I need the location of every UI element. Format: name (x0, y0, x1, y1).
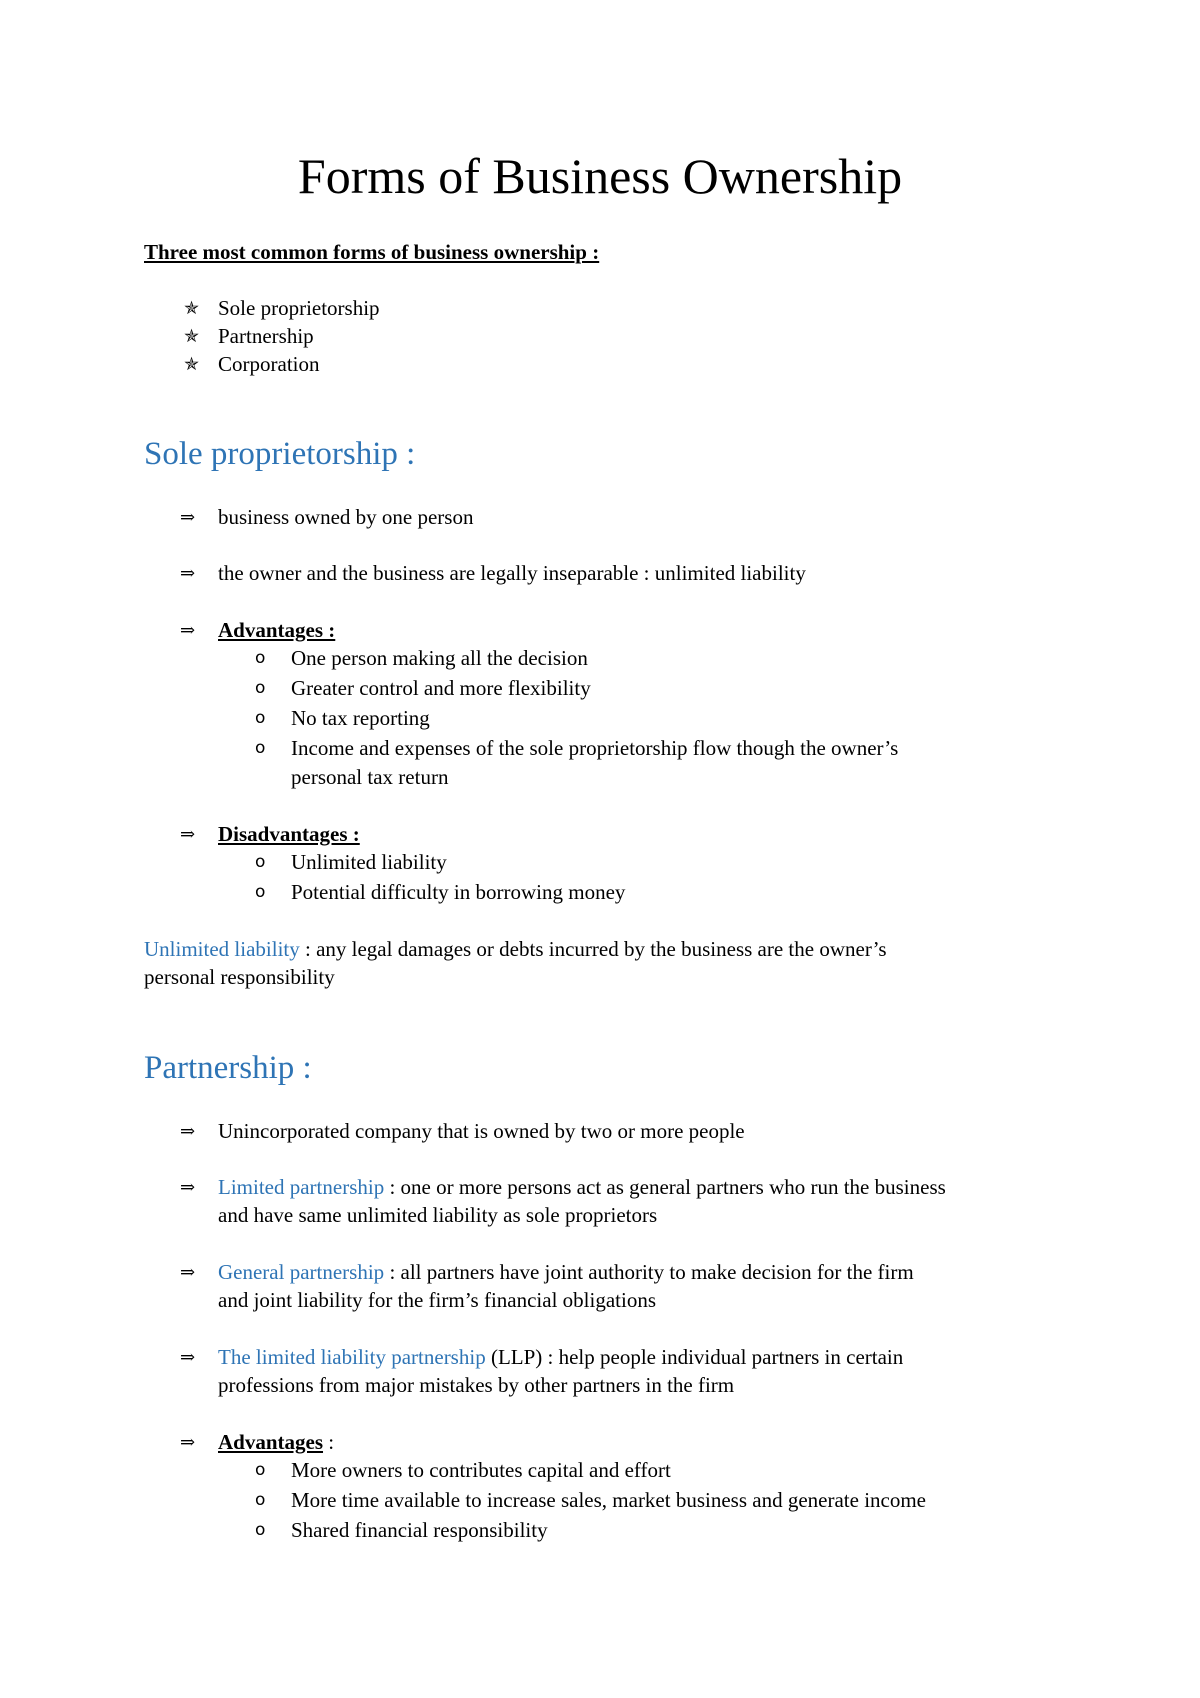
circle-bullet-icon: o (255, 1490, 266, 1510)
list-item: Unlimited liability (291, 850, 447, 874)
circle-bullet-icon: o (255, 1520, 266, 1540)
general-partnership-term: General partnership (218, 1260, 385, 1284)
definition-term: Unlimited liability (144, 937, 300, 961)
circle-bullet-icon: o (255, 882, 266, 902)
sole-point-owner: business owned by one person (218, 505, 474, 529)
llp-term: The limited liability partnership (218, 1345, 486, 1369)
arrow-icon: ⇒ (180, 1121, 196, 1141)
arrow-icon: ⇒ (180, 824, 196, 844)
circle-bullet-icon: o (255, 648, 266, 668)
intro-heading: Three most common forms of business ownership : (144, 240, 600, 264)
partnership-heading: Partnership : (144, 1050, 312, 1086)
llp-line (218, 1343, 903, 1371)
llp-text: (LLP) : help people individual partners in certain (485, 1345, 904, 1369)
circle-bullet-icon: o (255, 708, 266, 728)
list-item: Partnership (218, 324, 314, 348)
list-item: One person making all the decision (291, 646, 588, 670)
unlimited-liability-definition (144, 935, 887, 963)
star-icon: ✯ (184, 326, 200, 346)
llp-continuation: professions from major mistakes by other partners in the firm (218, 1373, 735, 1397)
circle-bullet-icon: o (255, 852, 266, 872)
circle-bullet-icon: o (255, 1460, 266, 1480)
circle-bullet-icon: o (255, 738, 266, 758)
general-partnership-continuation: and joint liability for the firm’s financial obligations (218, 1288, 656, 1312)
label-colon: : (323, 1430, 335, 1454)
definition-text: : any legal damages or debts incurred by the business are the owner’s (299, 937, 887, 961)
list-item-continuation: personal tax return (291, 765, 449, 789)
partnership-point-definition: Unincorporated company that is owned by two or more people (218, 1119, 745, 1143)
general-partnership-text: : all partners have joint authority to make decision for the firm (384, 1260, 914, 1284)
arrow-icon: ⇒ (180, 1262, 196, 1282)
definition-continuation: personal responsibility (144, 965, 335, 989)
arrow-icon: ⇒ (180, 507, 196, 527)
list-item: Corporation (218, 352, 320, 376)
partnership-advantages-label: Advantages (218, 1430, 324, 1454)
list-item: No tax reporting (291, 706, 430, 730)
star-icon: ✯ (184, 298, 200, 318)
star-icon: ✯ (184, 354, 200, 374)
sole-heading: Sole proprietorship : (144, 436, 416, 472)
list-item: Income and expenses of the sole proprietorship flow though the owner’s (291, 736, 899, 760)
list-item: Potential difficulty in borrowing money (291, 880, 626, 904)
list-item: Shared financial responsibility (291, 1518, 548, 1542)
arrow-icon: ⇒ (180, 1347, 196, 1367)
list-item: Sole proprietorship (218, 296, 380, 320)
list-item: Greater control and more flexibility (291, 676, 591, 700)
limited-partnership-line (218, 1173, 946, 1201)
page-title: Forms of Business Ownership (297, 148, 903, 204)
partnership-advantages-label-line (218, 1428, 334, 1456)
circle-bullet-icon: o (255, 678, 266, 698)
arrow-icon: ⇒ (180, 620, 196, 640)
list-item: More owners to contributes capital and effort (291, 1458, 671, 1482)
sole-point-liability: the owner and the business are legally inseparable : unlimited liability (218, 561, 806, 585)
limited-partnership-continuation: and have same unlimited liability as sole proprietors (218, 1203, 658, 1227)
sole-disadvantages-label: Disadvantages : (218, 822, 360, 846)
arrow-icon: ⇒ (180, 1432, 196, 1452)
arrow-icon: ⇒ (180, 1177, 196, 1197)
arrow-icon: ⇒ (180, 563, 196, 583)
list-item: More time available to increase sales, market business and generate income (291, 1488, 927, 1512)
sole-advantages-label: Advantages : (218, 618, 336, 642)
limited-partnership-text: : one or more persons act as general partners who run the business (384, 1175, 946, 1199)
limited-partnership-term: Limited partnership (218, 1175, 385, 1199)
general-partnership-line (218, 1258, 914, 1286)
